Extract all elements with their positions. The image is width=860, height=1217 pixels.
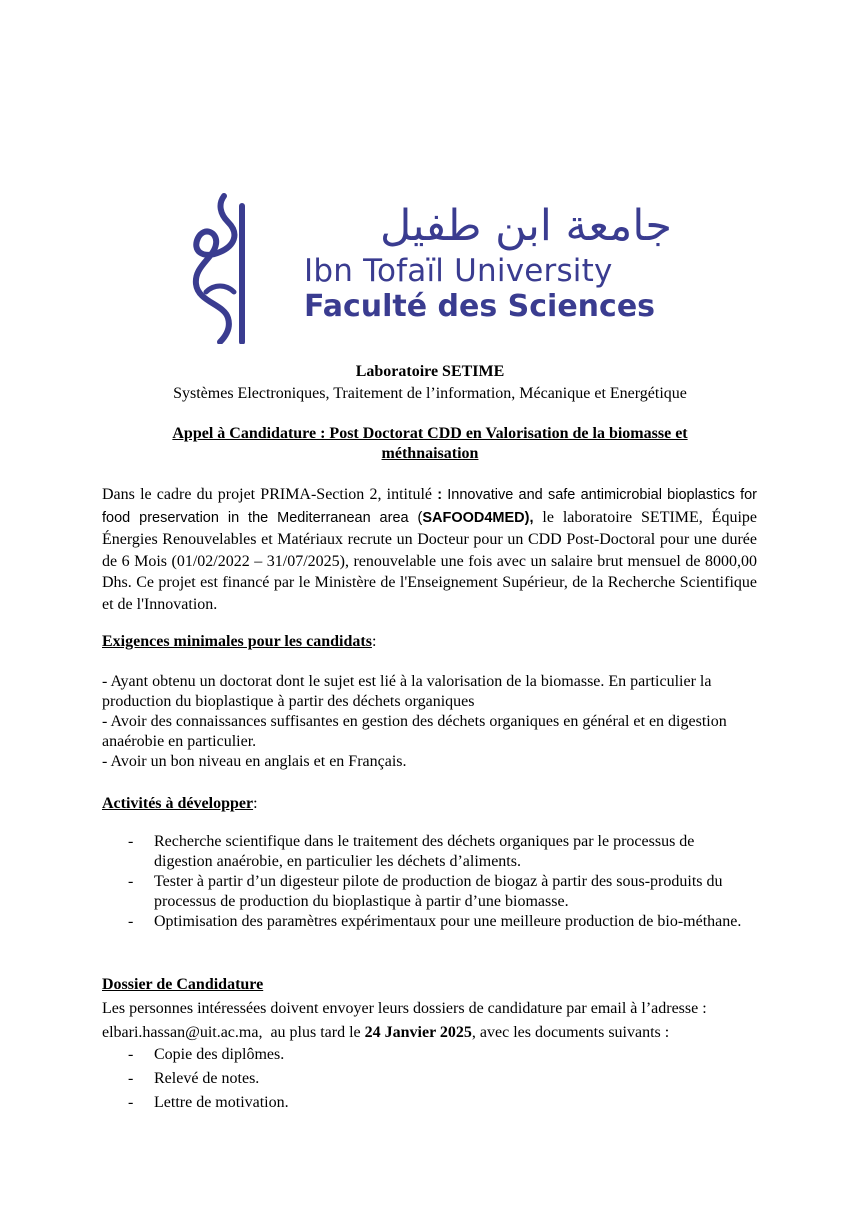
activity-text: Tester à partir d’un digesteur pilote de production de biogaz à partir des sous-produits du processus de production du bioplastique à partir d’une biomasse.	[154, 873, 723, 910]
dash-bullet: -	[128, 913, 134, 930]
requirements-heading-suffix: :	[371, 633, 377, 650]
document-item	[102, 1043, 742, 1067]
requirements-heading	[102, 632, 757, 652]
activity-text: Optimisation des paramètres expérimentaux pour une meilleure production de bio-méthane.	[154, 913, 742, 930]
intro-colon: :	[437, 487, 448, 503]
lab-subtitle: Systèmes Electroniques, Traitement de l’information, Mécanique et Energétique	[173, 385, 687, 402]
document-item	[102, 1091, 742, 1115]
logo-university-name: Ibn Tofaïl University	[304, 253, 613, 289]
ibn-tofail-emblem-icon	[184, 192, 262, 344]
activity-item	[102, 912, 742, 932]
dossier-line1: Les personnes intéressées doivent envoyer leurs dossiers de candidature par email à l’adresse :	[102, 1000, 707, 1017]
activity-text: Recherche scientifique dans le traitement des déchets organiques par le processus de digestion anaérobie, en particulier les déchets d’aliments.	[154, 833, 695, 870]
intro-part2: le laboratoire SETIME, Équipe Énergies Renouvelables et Matériaux recrute un Docteur pour un CDD Post-Doctoral pour une durée de 6 Mois (01/02/2022 – 31/07/2025), renouvelable une fois avec un salaire brut mensuel de 8000,00 Dhs. Ce projet est financé par le Ministère de l'Enseignement Supérieur, de la Recherche Scientifique et de l'Innovation.	[102, 508, 757, 613]
activity-item	[102, 832, 742, 872]
dash-bullet: -	[128, 1046, 134, 1063]
logo-arabic-name: جامعة ابن طفيل	[379, 201, 672, 251]
activity-item	[102, 872, 742, 912]
dossier-after-date: , avec les documents suivants :	[471, 1024, 670, 1041]
document-text: Copie des diplômes.	[154, 1046, 285, 1063]
call-title-line1: Appel à Candidature : Post Doctorat CDD en Valorisation de la biomasse et	[172, 425, 688, 442]
dossier-before-date: au plus tard le	[262, 1024, 365, 1041]
requirement-item: - Ayant obtenu un doctorat dont le sujet est lié à la valorisation de la biomasse. En particulier la production du bioplastique à partir des déchets organiques	[102, 673, 712, 710]
dossier-instructions	[102, 997, 757, 1045]
university-logo	[180, 192, 680, 344]
project-acronym: SAFOOD4MED),	[422, 509, 534, 526]
call-title	[130, 424, 730, 464]
activities-heading-text: Activités à développer	[102, 795, 254, 812]
dash-bullet: -	[128, 873, 134, 890]
requirement-item: - Avoir un bon niveau en anglais et en Français.	[102, 753, 407, 770]
project-title: Innovative and safe antimicrobial bioplastics for food preservation in the Mediterranean area (	[102, 487, 758, 526]
call-title-line2: méthnaisation	[381, 445, 479, 462]
document-text: Relevé de notes.	[154, 1070, 260, 1087]
dash-bullet: -	[128, 1070, 134, 1087]
document-text: Lettre de motivation.	[154, 1094, 289, 1111]
dash-bullet: -	[128, 833, 134, 850]
requirements-list	[102, 672, 757, 772]
documents-list	[102, 1043, 742, 1115]
activities-list	[102, 832, 742, 932]
requirements-heading-text: Exigences minimales pour les candidats	[102, 633, 372, 650]
activities-heading	[102, 794, 757, 814]
intro-part1: Dans le cadre du projet PRIMA-Section 2, intitulé	[102, 486, 438, 503]
intro-paragraph	[102, 484, 757, 615]
dash-bullet: -	[128, 1094, 134, 1111]
contact-email[interactable]: elbari.hassan@uit.ac.ma,	[102, 1024, 263, 1041]
dossier-heading: Dossier de Candidature	[102, 976, 264, 993]
document-item	[102, 1067, 742, 1091]
activities-heading-suffix: :	[253, 795, 258, 812]
requirement-item: - Avoir des connaissances suffisantes en gestion des déchets organiques en général et en digestion anaérobie en particulier.	[102, 713, 727, 750]
deadline-date: 24 Janvier 2025	[364, 1024, 472, 1041]
lab-title: Laboratoire SETIME	[355, 363, 505, 380]
logo-faculty-name: Faculté des Sciences	[304, 289, 656, 324]
